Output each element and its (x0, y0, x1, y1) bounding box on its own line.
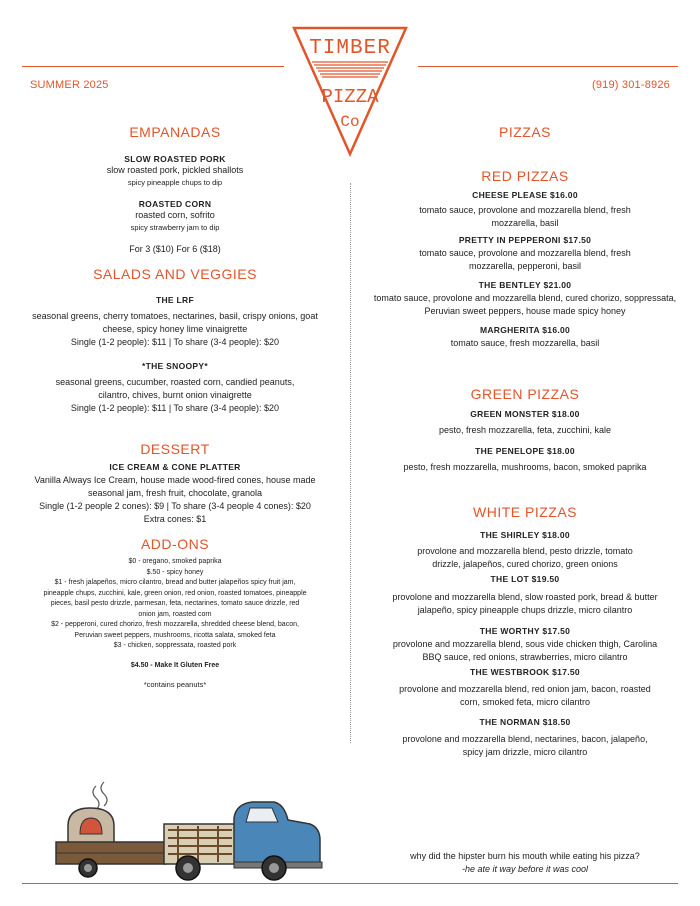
pizza-desc: tomato sauce, provolone and mozzarella blend, fresh mozzarella, basil (419, 205, 631, 228)
header-rule-left (22, 66, 284, 67)
empanada-note: spicy pineapple chups to dip (127, 178, 223, 187)
dessert-title: DESSERT (140, 441, 210, 457)
right-column (370, 124, 680, 759)
addon-line: $3 - chicken, soppressata, roasted pork (113, 642, 237, 649)
green-pizzas-title: GREEN PIZZAS (470, 386, 580, 402)
pizza-desc: provolone and mozzarella blend, red onion jam, bacon, roasted corn, smoked feta, micro cilantro (399, 684, 651, 707)
pizza-name: THE LOT $19.50 (490, 574, 560, 584)
pizza-desc: provolone and mozzarella blend, slow roasted pork, bread & butter jalapeño, spicy pineapple chups drizzle, micro cilantro (392, 592, 658, 615)
empanada-pricing: For 3 ($10) For 6 ($18) (129, 244, 221, 254)
salads-title: SALADS AND VEGGIES (93, 266, 257, 282)
pizza-name: THE WESTBROOK $17.50 (470, 667, 580, 677)
addon-line: $.50 - spicy honey (146, 568, 204, 576)
pizza-desc: tomato sauce, fresh mozzarella, basil (450, 338, 600, 348)
dessert-desc: Vanilla Always Ice Cream, house made wood-fired cones, house made seasonal jam, fresh fruit, chocolate, granola (34, 475, 316, 498)
joke-answer: -he ate it way before it was cool (461, 864, 589, 874)
pizzas-title: PIZZAS (498, 124, 551, 140)
white-pizzas-title: WHITE PIZZAS (473, 504, 577, 520)
addon-line: $1 - fresh jalapeños, micro cilantro, bread and butter jalapeños spicy fruit jam, pineapple chups, zucchini, kale, green onion, red onion, roasted tomatoes, pineapple pieces, basil pesto drizzle, parmesan, feta, nectarines, tomato sauce drizzle, red onion jam, roasted corn (43, 579, 307, 618)
empanada-name: ROASTED CORN (138, 199, 212, 209)
logo-line2: PIZZA (321, 86, 379, 108)
pizza-desc: tomato sauce, provolone and mozzarella blend, fresh mozzarella, pepperoni, basil (419, 248, 631, 271)
pizza-desc: pesto, fresh mozzarella, feta, zucchini, kale (438, 425, 612, 435)
empanada-desc: roasted corn, sofrito (135, 210, 215, 220)
salad-desc: seasonal greens, cucumber, roasted corn, candied peanuts, cilantro, chives, burnt onion vinaigrette (55, 377, 295, 400)
column-divider (350, 183, 351, 743)
joke-question: why did the hipster burn his mouth while eating his pizza? (410, 851, 640, 861)
empanada-note: spicy strawberry jam to dip (130, 223, 220, 232)
empanadas-title: EMPANADAS (129, 124, 221, 140)
pizza-name: THE NORMAN $18.50 (479, 717, 571, 727)
header-rule-right (418, 66, 678, 67)
truck-illustration (48, 774, 338, 886)
salad-name: *THE SNOOPY* (142, 361, 208, 371)
pizza-name: PRETTY IN PEPPERONI $17.50 (458, 235, 592, 245)
pizza-name: THE PENELOPE $18.00 (475, 446, 575, 456)
dessert-extra: Extra cones: $1 (143, 514, 207, 524)
logo-line3: Co (340, 113, 360, 131)
pizza-name: MARGHERITA $16.00 (479, 325, 571, 335)
pizza-desc: provolone and mozzarella blend, pesto drizzle, tomato drizzle, jalapeños, cured chorizo, green onions (417, 546, 633, 569)
addon-line: $2 - pepperoni, cured chorizo, fresh mozzarella, shredded cheese blend, bacon, Peruvian sweet peppers, mushrooms, ricotta salata, smoked feta (51, 621, 299, 639)
salad-price: Single (1-2 people): $11 | To share (3-4 people): $20 (70, 403, 280, 413)
peanuts-note: *contains peanuts* (143, 680, 207, 689)
pizza-name: CHEESE PLEASE $16.00 (472, 190, 578, 200)
pizza-name: GREEN MONSTER $18.00 (470, 409, 580, 419)
dessert-name: ICE CREAM & CONE PLATTER (109, 462, 241, 472)
empanada-name: SLOW ROASTED PORK (124, 154, 226, 164)
pizza-joke (360, 850, 690, 876)
salad-desc: seasonal greens, cherry tomatoes, nectarines, basil, crispy onions, goat cheese, spicy honey lime vinaigrette (32, 311, 318, 334)
pizza-desc: tomato sauce, provolone and mozzarella blend, cured chorizo, soppressata, Peruvian sweet peppers, house made spicy honey (373, 293, 677, 316)
dessert-price: Single (1-2 people 2 cones): $9 | To share (3-4 people 4 cones): $20 (39, 501, 311, 511)
salad-name: THE LRF (156, 295, 194, 305)
addon-line: $0 - oregano, smoked paprika (128, 558, 222, 565)
pizza-desc: provolone and mozzarella blend, nectarines, bacon, jalapeño, spicy jam drizzle, micro cilantro (402, 734, 648, 757)
salad-price: Single (1-2 people): $11 | To share (3-4 people): $20 (70, 337, 280, 347)
pizza-name: THE SHIRLEY $18.00 (480, 530, 570, 540)
logo-line1: TIMBER (309, 37, 391, 60)
season-label: SUMMER 2025 (30, 79, 109, 91)
addons-title: ADD-ONS (140, 536, 210, 552)
gluten-free-addon: $4.50 - Make It Gluten Free (130, 661, 220, 669)
footer-rule (22, 883, 678, 884)
pizza-name: THE WORTHY $17.50 (479, 626, 571, 636)
pizza-desc: pesto, fresh mozzarella, mushrooms, bacon, smoked paprika (403, 462, 647, 472)
red-pizzas-title: RED PIZZAS (481, 168, 569, 184)
empanada-desc: slow roasted pork, pickled shallots (106, 165, 244, 175)
phone-number: (919) 301-8926 (591, 79, 670, 91)
pizza-desc: provolone and mozzarella blend, sous vide chicken thigh, Carolina BBQ sauce, red onions, strawberries, micro cilantro (392, 639, 658, 662)
pizza-name: THE BENTLEY $21.00 (478, 280, 572, 290)
left-column (22, 124, 328, 690)
